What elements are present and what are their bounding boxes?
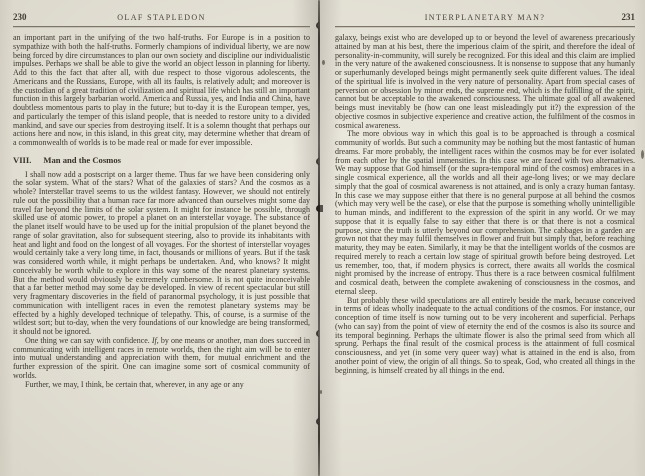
section-numeral: VIII. [13,154,32,165]
header-rule-right [335,26,635,27]
paragraph-confidence-post: , by one means or another, man does succeed in communicating with intelligent races in remote worlds, then the right aim will be to enter into mutual understanding and appreciation with them, for mutual enrichment and the further expression of the spirit. One can imagine some sort of cosmical community of worlds. [13,335,310,380]
paragraph-further: Further, we may, I think, be certain that, wherever, in any age or any [25,379,244,389]
paragraph-postscript: I shall now add a postscript on a larger theme. Thus far we have been considering only the solar system. What of the stars? What of the galaxies of stars? And the cosmos as a whole? Interstellar travel seems to us the wildest fantasy. However, we should not entirely rule out the possibility that a human race far more advanced than ourselves might some day travel far beyond the limits of the solar system. It might for instance be possible, through skilled use of atomic power, to propel a planet on an interstellar voyage. The substance of the planet itself would have to be used up for the initial propulsion of the planet beyond the range of solar gravitation, also for subsequent steering, also to provide its inhabitants with heat and light and food on the longest of all voyages. For the shortest of interstellar voyages would certainly take a very long time, in fact, thousands or millions of years. But if the task was considered worth while, it might perhaps be undertaken. And, who knows? It might conceivably be worth while to explore in this way some of the nearest planetary systems. But the method would obviously be extremely cumbersome. It is not quite inconceivable that a far better method may some day be developed. In view of recent spectacular but still very fragmentary discoveries in the field of paranormal psychology, it is just possible that communication with intelligent races in even the remotest planetary systems may be effected by a highly developed technique of telepathy. This, of course, is a surmise of the wildest sort; but to-day, when the very foundations of our knowledge are being transformed, it should not be ignored. [13,169,310,336]
running-head-right: INTERPLANETARY MAN? [424,13,546,22]
paragraph-continued: an important part in the unifying of the two half-truths. For Europe is in a position to sympathize with both the half-truths. Formerly champions of individual liberty, we are now being forced by dire circumstances to plan our own society and discipline our individualistic impulses. Perhaps we shall be able to give the world an object lesson in planning for liberty. Add to this the fact that after all, with due respect to those vigorous adolescents, the Americans and the Russians, Europe, with all its faults, is relatively adult; and moreover is the custodian of a great tradition of civilization and spiritual life which has still an important function in this largely barbarian world. America and Russia, yes, and India and China, have doubtless momentous parts to play in the future; but to-day it is the European temper, yes, and particularly the temper of this island people, that is needed to restore unity to a divided mankind, and save our species from destroying itself. It is a solemn thought that perhaps our actions here and now, in this island, in this great city, may determine whether that dream of a commonwealth of worlds is to be made real or made for ever impossible. [13,33,310,147]
page-left [0,0,318,476]
page-header-right [335,12,635,23]
page-body-left [13,34,310,389]
page-right [318,0,645,476]
header-rule-left [13,26,310,27]
paragraph-confidence-pre: One thing we can say with confidence. [25,335,152,345]
page-number-right: 231 [621,12,635,22]
paragraph-speculations: But probably these wild speculations are all entirely beside the mark, because conceived in terms of ideas wholly inadequate to the actual conditions of the cosmos. For instance, our conception of time itself is now turning out to be very incoherent and superficial. Perhaps (who can say) from the point of view of eternity the end of the cosmos is also its source and its temporal beginning. Perhaps the ultimate flower is also the primal seed from which all sprung. Perhaps the final result of the cosmical process is the attainment of full cosmical consciousness, and yet (in some very queer way) what is attained in the end is also, from another point of view, the origin of all things. So to speak, God, who created all things in the beginning, is himself created by all things in the end. [335,295,635,375]
paragraph-confidence [13,337,310,381]
page-number-left: 230 [13,12,27,22]
section-title: Man and the Cosmos [43,154,121,165]
paragraph-obvious: The more obvious way in which this goal is to be approached is through a cosmical community of worlds. But such a community may be nothing but the most fantastic of human dreams. Far more probably, the intelligent races within the cosmos may be for ever isolated from each other by the spatial immensities. In this case we are faced with two alternatives. We may suppose that God himself (or the supra-temporal mind of the cosmos) embraces in a single cosmical experience, all the worlds and all their age-long lives; or we may declare simply that the goal of cosmical awareness is not attained, and is only a crazy human fantasy. In this case we may suppose either that there is no general purpose at all behind the cosmos (which may very well be the case), or else that the purpose is something wholly unintelligible to human minds, and indifferent to the expression of the spirit in any world. Or we may suppose that it is equally false to say either that there is or that there is not a cosmical purpose, since the truth is utterly beyond our comprehension. The cabbages in a garden are grown not that they may fulfil themselves in flower and fruit but simply that, before reaching maturity, they may be eaten. Similarly, it may be that the intelligent worlds of the cosmos are required merely to reach a certain low stage of spiritual growth before being destroyed. Let us remember, too, that, if modern physics is correct, there awaits all worlds the cosmical night promised by the increase of entropy. Thus there is a race between cosmical fulfilment and cosmical death, between the complete awakening of consciousness in the cosmos, and eternal sleep. [335,129,635,296]
page-header-left [13,12,310,23]
running-head-left: OLAF STAPLEDON [117,13,206,22]
page-body-right [335,34,635,375]
section-heading [13,156,310,165]
paragraph-confidence-italic: If [151,335,157,345]
paragraph-galaxy: galaxy, beings exist who are developed up to or beyond the level of awareness precariously attained by man at his best, there the imperious claim of the spirit, and therefore the ideal of personality-in-community, will surely be recognized. For this ideal and this claim are implied in the very nature of the awakened consciousness. It is nonsense to suppose that any humanly or superhumanly developed beings might permanently seek quite different values. The ideal of the spiritual life is involved in the very nature of personality. Apart from special cases of perversion or obsession by minor ends, the supreme end, which is the fulfilling of the spirit, cannot but be acceptable to the awakened consciousness. The ultimate goal of all awakened beings must inevitably be (how can one least misleadingly put it?) the expression of the objective cosmos in subjective experience and creative action, the fulfilment of the cosmos in cosmical awareness. [335,33,635,130]
